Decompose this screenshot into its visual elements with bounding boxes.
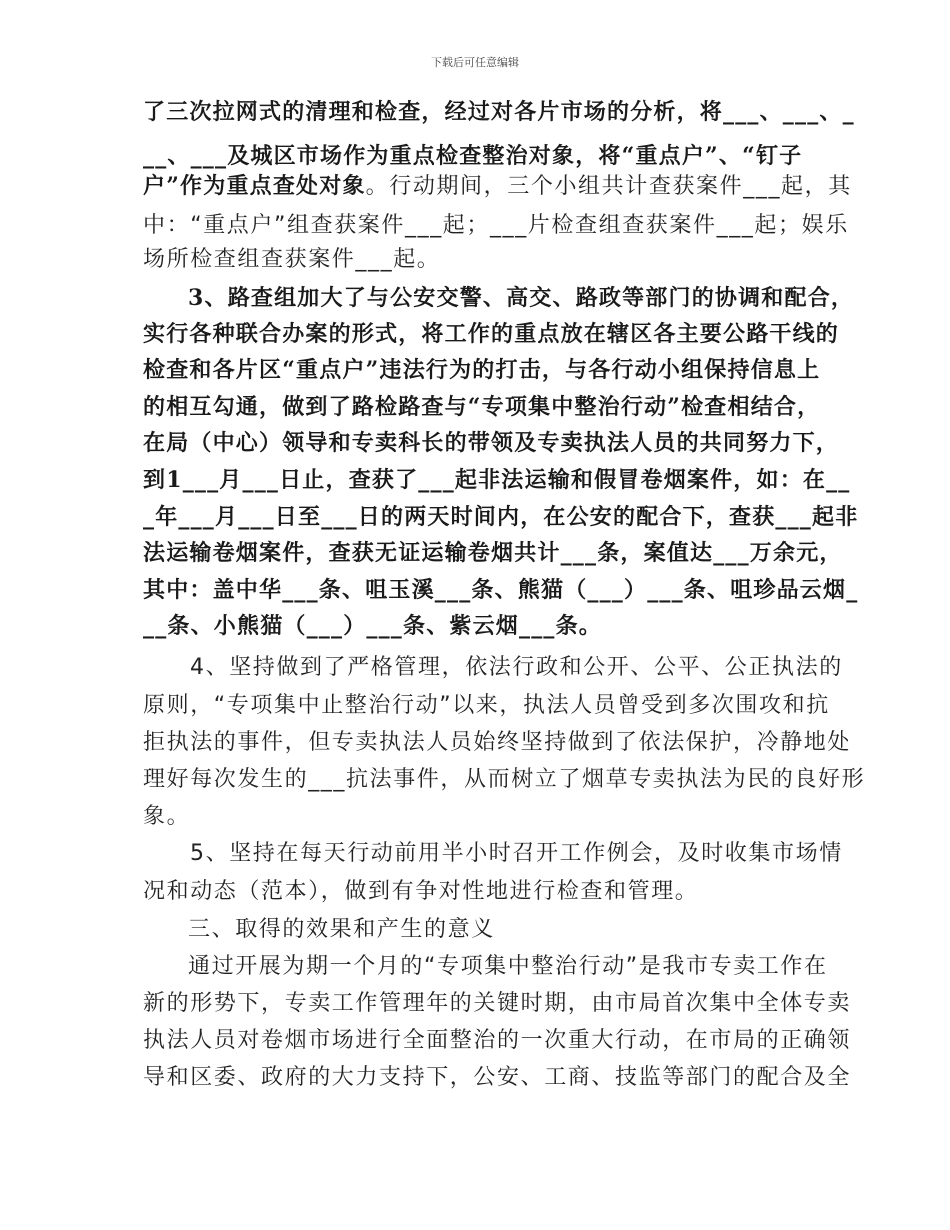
text-line xyxy=(143,538,843,568)
text-line-content: 执法人员对卷烟市场进行全面整治的一次重大行动，在市局的正确领 xyxy=(143,1028,852,1053)
text-line xyxy=(190,838,843,869)
text-line xyxy=(143,141,802,171)
text-line-content: 新的形势下，专卖工作管理年的关键时期，由市局首次集中全体专卖 xyxy=(143,991,852,1016)
text-line xyxy=(143,465,851,495)
text-line xyxy=(143,171,852,202)
text-line-content: 场所检查组查获案件___起。 xyxy=(143,247,441,272)
text-line-content: 原则，“专项集中止整治行动”以来，执法人员曾受到多次围攻和抗 xyxy=(143,693,830,718)
text-line xyxy=(188,951,828,982)
page-header: 下载后可任意编辑 xyxy=(431,56,519,69)
text-line xyxy=(143,319,839,349)
text-line-content: 其中：盖中华___条、咀玉溪___条、熊猫（___）___条、咀珍品云烟_ xyxy=(143,577,859,603)
text-line xyxy=(143,97,855,127)
text-line-content: __条、小熊猫（___）___条、紫云烟___条。 xyxy=(143,613,603,639)
text-line xyxy=(143,801,190,832)
text-line-content: 法运输卷烟案件，查获无证运输卷烟共计___条，案值达___万余元， xyxy=(143,540,843,566)
text-line-content: 到1___月___日止，查获了___起非法运输和假冒卷烟案件，如：在__ xyxy=(143,467,851,493)
text-line xyxy=(143,876,698,907)
text-line xyxy=(143,727,851,758)
text-line-content: 3、路查组加大了与公安交警、高交、路政等部门的协调和配合， xyxy=(188,285,855,311)
text-line xyxy=(190,652,843,683)
text-line-content: 导和区委、政府的大力支持下，公安、工商、技监等部门的配合及全 xyxy=(143,1065,852,1090)
text-line-content: 三、取得的效果和产生的意义 xyxy=(188,917,495,942)
text-line xyxy=(143,210,849,241)
text-line-content: 象。 xyxy=(143,804,191,829)
text-line xyxy=(143,764,865,795)
text-line xyxy=(143,355,820,385)
text-line-content: 况和动态（范本），做到有争对性地进行检查和管理。 xyxy=(143,879,699,904)
text-line xyxy=(143,690,830,721)
text-line xyxy=(143,244,440,275)
text-line-continuation: 。行动期间，三个小组共计查获案件___起，其 xyxy=(365,174,852,199)
text-line xyxy=(143,1025,851,1056)
text-line-content: 理好每次发生的___抗法事件，从而树立了烟草专卖执法为民的良好形 xyxy=(143,767,866,792)
text-line xyxy=(143,392,820,422)
text-line-content: __、___及城区市场作为重点检查整治对象，将“重点户”、“钉子 xyxy=(143,143,803,169)
text-line-content: 5、坚持在每天行动前用半小时召开工作例会，及时收集市场情 xyxy=(190,841,843,866)
text-line-content: 检查和各片区“重点户”违法行为的打击，与各行动小组保持信息上 xyxy=(143,357,821,383)
text-line-content: 实行各种联合办案的形式，将工作的重点放在辖区各主要公路干线的 xyxy=(143,321,840,347)
text-line xyxy=(143,988,851,1019)
text-line xyxy=(143,575,858,605)
text-line xyxy=(188,283,854,313)
text-line-content: 通过开展为期一个月的“专项集中整治行动”是我市专卖工作在 xyxy=(188,954,828,979)
text-line xyxy=(143,428,839,458)
text-line-content: 在局（中心）领导和专卖科长的带领及专卖执法人员的共同努力下， xyxy=(143,430,840,456)
text-line xyxy=(188,914,495,945)
text-line-content: 的相互勾通，做到了路检路查与“专项集中整治行动”检查相结合， xyxy=(143,394,821,420)
text-line-content: 4、坚持做到了严格管理，依法行政和公开、公平、公正执法的 xyxy=(190,655,843,680)
text-line-content: 中：“重点户”组查获案件___起；___片检查组查获案件___起；娱乐 xyxy=(143,213,849,238)
text-line-content: 了三次拉网式的清理和检查，经过对各片市场的分析，将___、___、_ xyxy=(143,99,855,125)
text-line xyxy=(143,611,602,641)
text-line-content: 拒执法的事件，但专卖执法人员始终坚持做到了依法保护，冷静地处 xyxy=(143,730,852,755)
text-line-content: 户”作为重点查处对象 xyxy=(143,173,366,199)
text-line-content: _年___月___日至___日的两天时间内，在公安的配合下，查获___起非 xyxy=(143,504,859,530)
text-line xyxy=(143,502,858,532)
text-line xyxy=(143,1062,851,1093)
